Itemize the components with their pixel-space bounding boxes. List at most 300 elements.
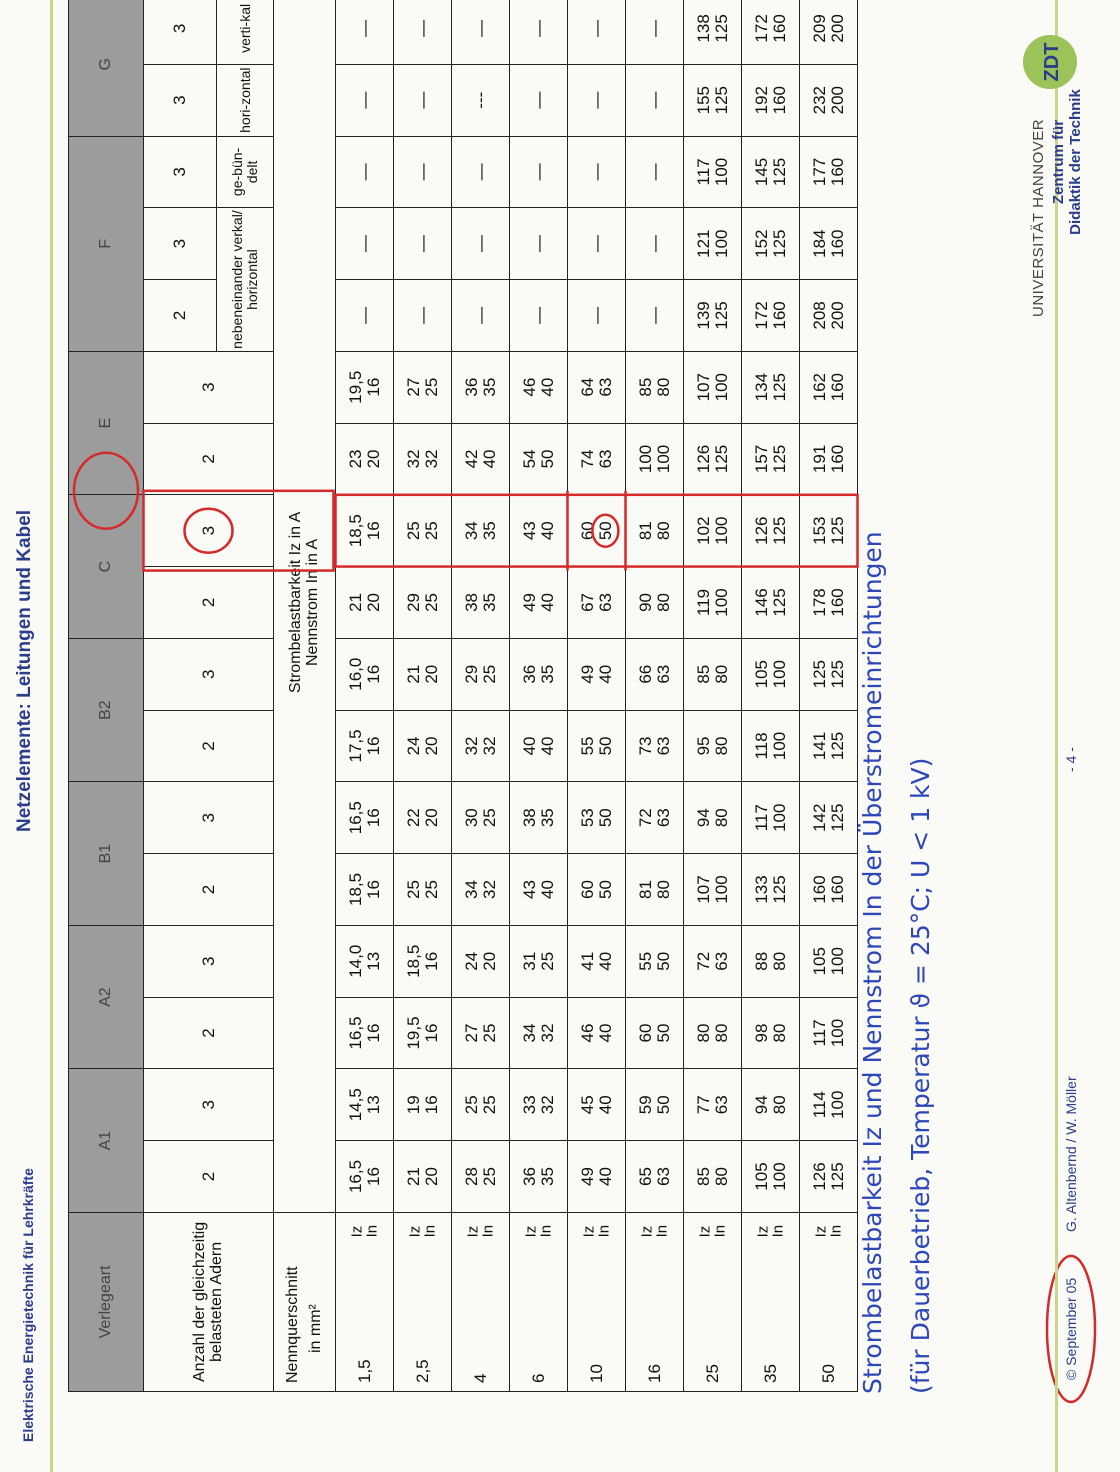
iz-value: 172 [751,14,771,43]
table-row [452,0,510,1392]
value-cell [336,1069,394,1141]
value-cell [452,782,510,854]
value-cell [452,710,510,782]
value-cell [452,208,510,280]
iz-value: 81 [635,521,655,541]
iz-value: 19 [403,1095,423,1115]
iz-value: 43 [519,880,539,899]
iz-value: — [644,235,664,253]
value-cell [394,423,452,495]
in-symbol: In [595,1224,613,1238]
value-cell [800,208,858,280]
value-cell [742,1069,800,1141]
value-cell [510,925,568,997]
value-cell [742,136,800,208]
value-cell [626,567,684,639]
in-value: 25 [421,521,441,541]
iz-value: 65 [635,1167,655,1186]
value-cell [800,710,858,782]
iz-value: --- [470,91,490,109]
iz-value: 16,5 [345,801,365,835]
nennquerschnitt-header [274,1212,336,1391]
iz-value: — [470,163,490,181]
value-cell [452,854,510,926]
value-cell [684,351,742,423]
value-cell [394,495,452,567]
iz-symbol: Iz [811,1225,829,1238]
table-conditions: (für Dauerbetrieb, Temperatur ϑ = 25°C; U < 1 kV) [906,757,935,1394]
table-row [336,0,394,1392]
value-cell [684,567,742,639]
iz-symbol: Iz [463,1225,481,1238]
iz-value: — [528,91,548,109]
value-cell [510,495,568,567]
iz-value: — [586,306,606,324]
value-cell [742,782,800,854]
adern-count: 2 [144,710,274,782]
value-cell [510,854,568,926]
in-value: 63 [595,449,615,469]
course-title: Elektrische Energietechnik für Lehrkräfte [20,1168,36,1442]
value-cell [394,1141,452,1213]
in-value: 20 [421,664,441,684]
value-cell [394,925,452,997]
value-cell [568,423,626,495]
iz-value: 142 [809,803,829,832]
in-value: 13 [363,1095,383,1115]
value-cell [742,638,800,710]
iz-value: 114 [809,1091,829,1119]
in-value: 100 [827,1090,847,1119]
value-cell [336,710,394,782]
symbol-pair [523,1225,555,1238]
iz-value: — [470,306,490,324]
in-value: 125 [769,229,789,258]
in-value: 80 [711,736,731,756]
nennquerschnitt-label: Nennquerschnitt [283,1266,301,1383]
iz-value: 126 [751,516,771,545]
value-cell [684,64,742,136]
cross-section-value: 16 [644,1364,664,1383]
iz-value: — [528,235,548,253]
in-value: 32 [421,449,441,469]
in-value: 80 [711,808,731,828]
iz-value: 55 [577,736,597,756]
group-header-f: F [69,136,144,351]
value-cell [452,351,510,423]
cross-section-cell [800,1212,858,1391]
cross-section-cell [568,1212,626,1391]
footer-date: © September 05 [1063,1277,1079,1380]
value-cell [394,1069,452,1141]
in-value: 35 [537,664,557,684]
in-symbol: In [363,1224,381,1238]
in-value: 80 [769,1095,789,1115]
value-cell [742,495,800,567]
iz-value: — [412,235,432,253]
in-value: 125 [769,875,789,904]
iz-value: 14,0 [345,944,365,978]
in-value: 50 [653,951,673,971]
iz-value: 24 [403,736,423,756]
iz-value: 85 [635,377,655,397]
symbol-pair [581,1225,613,1238]
value-cell [684,1141,742,1213]
in-symbol: In [653,1224,671,1238]
table-row [394,0,452,1392]
value-cell [742,280,800,352]
value-cell [800,280,858,352]
value-cell [394,208,452,280]
iz-value: 67 [577,592,597,612]
value-cell [626,710,684,782]
iz-value: 19,5 [345,370,365,404]
value-cell [800,638,858,710]
value-cell [626,64,684,136]
in-value: 16 [421,1023,441,1043]
value-cell [510,1141,568,1213]
iz-value: 145 [751,157,771,187]
iz-value: 46 [519,377,539,397]
iz-value: 146 [751,588,771,617]
in-value: 25 [479,808,499,828]
value-cell [336,567,394,639]
group-header-b2: B2 [69,638,144,782]
value-cell [568,710,626,782]
value-cell [568,1141,626,1213]
value-cell [452,997,510,1069]
in-value: 40 [595,1167,615,1186]
table-row [684,0,742,1392]
value-cell [452,1141,510,1213]
value-cell [336,1141,394,1213]
symbol-pair [349,1225,381,1238]
iz-value: 85 [693,664,713,684]
value-cell [626,638,684,710]
table-row [800,0,858,1392]
iz-value: 153 [809,516,829,545]
cross-section-value: 25 [702,1364,722,1383]
iz-value: 28 [461,1167,481,1186]
in-value: 100 [827,947,847,976]
in-value: 25 [479,1167,499,1186]
value-cell [336,423,394,495]
iz-value: 94 [693,808,713,828]
iz-value: 36 [519,1167,539,1186]
in-value: 80 [711,1023,731,1043]
iz-value: 17,5 [345,729,365,763]
f-description-side-by-side: nebeneinander verkal/ horizontal [217,208,274,352]
value-cell [568,567,626,639]
in-value: 25 [479,1095,499,1115]
in-value: 200 [827,14,847,43]
in-value: 100 [711,373,731,402]
symbol-pair [813,1225,845,1238]
value-cell [452,64,510,136]
verlegeart-header: Verlegeart [69,1212,144,1391]
in-value: 20 [421,736,441,756]
group-header-a1: A1 [69,1069,144,1213]
cross-section-value: 10 [586,1364,606,1383]
value-cell [684,423,742,495]
value-cell [742,64,800,136]
value-cell [742,423,800,495]
iz-value: 95 [693,736,713,756]
in-value: 125 [827,1162,847,1191]
value-cell [394,638,452,710]
iz-value: 88 [751,951,771,971]
value-cell [336,925,394,997]
in-value: 50 [595,736,615,756]
iz-value: — [412,91,432,109]
value-cell [568,925,626,997]
in-value: 200 [827,85,847,115]
iz-value: — [470,235,490,253]
iz-value: 31 [519,951,539,971]
value-cell [336,280,394,352]
value-cell [684,208,742,280]
value-cell [626,997,684,1069]
adern-header: Anzahl der gleichzeitig belasteten Adern [144,1212,274,1391]
in-value: 80 [711,1167,731,1186]
symbol-pair [755,1225,787,1238]
in-value: 25 [479,1023,499,1043]
in-value: 63 [653,1167,673,1186]
iz-value: 134 [751,373,771,402]
iz-symbol: Iz [347,1225,365,1238]
iz-value: 64 [577,377,597,397]
value-cell [336,0,394,64]
in-value: 125 [769,444,789,474]
iz-value: — [412,306,432,324]
in-value: 16 [421,1095,441,1115]
iz-symbol: Iz [579,1225,597,1238]
in-value: 16 [363,808,383,828]
iz-value: 42 [461,449,481,469]
in-value: 35 [479,521,499,541]
value-cell [684,136,742,208]
in-value: 16 [363,880,383,899]
iz-value: 191 [809,444,829,474]
in-value: 125 [769,588,789,617]
value-cell [800,423,858,495]
in-value: 40 [537,736,557,756]
in-value: 125 [769,516,789,545]
in-value: 100 [827,1018,847,1048]
in-value: 40 [595,1095,615,1115]
value-cell [452,423,510,495]
iz-value: 60 [635,1023,655,1043]
value-cell [510,638,568,710]
value-cell [684,1069,742,1141]
value-cell [626,782,684,854]
iz-value: 85 [693,1167,713,1186]
iz-value: — [470,19,490,37]
iz-value: 33 [519,1095,539,1115]
cross-section-value: 4 [470,1373,490,1383]
iz-value: 32 [403,449,423,469]
iz-value: — [586,19,606,37]
symbol-pair [465,1225,497,1238]
adern-count: 2 [144,567,274,639]
value-cell [452,638,510,710]
value-cell [452,1069,510,1141]
adern-count: 3 [144,1069,274,1141]
table-row [742,0,800,1392]
iz-value: 18,5 [345,514,365,548]
iz-value: 102 [693,516,713,545]
iz-value: 22 [403,808,423,828]
fg-description: verti-kal [217,0,274,64]
in-value: 125 [711,444,731,474]
table-row [568,0,626,1392]
value-cell [510,208,568,280]
value-cell [742,1141,800,1213]
center-name-line1: Zentrum für [1050,119,1067,205]
group-header-g: G [69,0,144,136]
value-cell [510,64,568,136]
in-value: 125 [769,157,789,187]
in-value: 13 [363,951,383,971]
iz-value: 73 [635,736,655,756]
iz-value: 118 [751,732,771,760]
iz-value: 152 [751,229,771,258]
value-cell [800,136,858,208]
value-cell [800,351,858,423]
iz-value: 60 [577,521,597,541]
value-cell [568,280,626,352]
in-value: 63 [595,377,615,397]
value-cell [510,423,568,495]
iz-value: 25 [403,521,423,541]
adern-count: 2 [144,854,274,926]
in-value: 100 [769,803,789,832]
in-value: 125 [827,516,847,545]
cross-section-cell [336,1212,394,1391]
symbol-pair [697,1225,729,1238]
value-cell [394,567,452,639]
in-value: 16 [363,1023,383,1043]
value-cell [800,0,858,64]
in-value: 80 [769,1023,789,1043]
iz-value: 162 [809,373,829,402]
value-cell [510,351,568,423]
in-value: 63 [711,1095,731,1115]
cross-section-cell [626,1212,684,1391]
in-value: 100 [711,229,731,258]
in-value: 16 [363,736,383,756]
iz-value: 105 [751,1162,771,1191]
value-cell [800,854,858,926]
iz-value: 18,5 [345,872,365,907]
value-cell [568,782,626,854]
value-cell [336,208,394,280]
iz-value: — [354,306,374,324]
adern-count: 3 [144,495,274,567]
iz-value: 40 [519,736,539,756]
iz-value: — [412,19,432,37]
in-symbol: In [769,1224,787,1238]
in-value: 50 [595,880,615,899]
iz-value: 21 [345,592,365,612]
value-cell [452,280,510,352]
adern-count: 3 [144,351,274,423]
iz-value: 94 [751,1095,771,1115]
value-cell [800,64,858,136]
value-cell [626,925,684,997]
iz-value: 36 [519,664,539,684]
value-cell [452,136,510,208]
value-cell [336,638,394,710]
in-value: 125 [827,660,847,689]
nennstrom-label: Nennstrom In in A [303,538,321,667]
value-cell [510,782,568,854]
value-cell [800,1069,858,1141]
adern-count: 2 [144,423,274,495]
cross-section-value: 1,5 [354,1359,374,1383]
iz-value: 30 [461,808,481,828]
in-value: 63 [595,592,615,612]
iz-value: — [354,235,374,253]
cross-section-cell [742,1212,800,1391]
symbol-pair [407,1225,439,1238]
iz-value: 24 [461,951,481,971]
value-cell [684,854,742,926]
iz-value: — [528,19,548,37]
in-value: 20 [479,951,499,971]
value-cell [336,854,394,926]
value-cell [394,854,452,926]
iz-value: 72 [635,808,655,828]
in-value: 16 [363,1167,383,1186]
table-caption: Strombelastbarkeit Iz und Nennstrom In der Überstromeinrichtungen [858,531,887,1394]
value-cell [684,280,742,352]
center-name [1050,62,1084,262]
in-value: 50 [595,521,615,541]
value-cell [626,495,684,567]
value-cell [568,351,626,423]
iz-value: 25 [403,880,423,899]
iz-value: 117 [693,158,713,186]
iz-value: 49 [519,592,539,612]
value-cell [510,1069,568,1141]
current-capacity-spanning-header [274,0,336,1212]
iz-value: 29 [403,592,423,612]
iz-value: 23 [345,449,365,469]
value-cell [684,782,742,854]
iz-value: 126 [809,1162,829,1191]
iz-value: 81 [635,880,655,899]
value-cell [568,638,626,710]
adern-count: 3 [144,782,274,854]
iz-value: — [644,91,664,109]
value-cell [394,136,452,208]
iz-value: 55 [635,951,655,971]
iz-value: 34 [461,521,481,541]
value-cell [452,0,510,64]
value-cell [684,495,742,567]
iz-value: 59 [635,1095,655,1115]
iz-value: 53 [577,808,597,828]
value-cell [510,997,568,1069]
in-value: 35 [537,1167,557,1186]
in-value: 16 [363,377,383,397]
in-value: 40 [537,592,557,612]
value-cell [336,495,394,567]
iz-value: — [644,163,664,181]
iz-value: 34 [461,880,481,899]
in-value: 100 [769,660,789,689]
